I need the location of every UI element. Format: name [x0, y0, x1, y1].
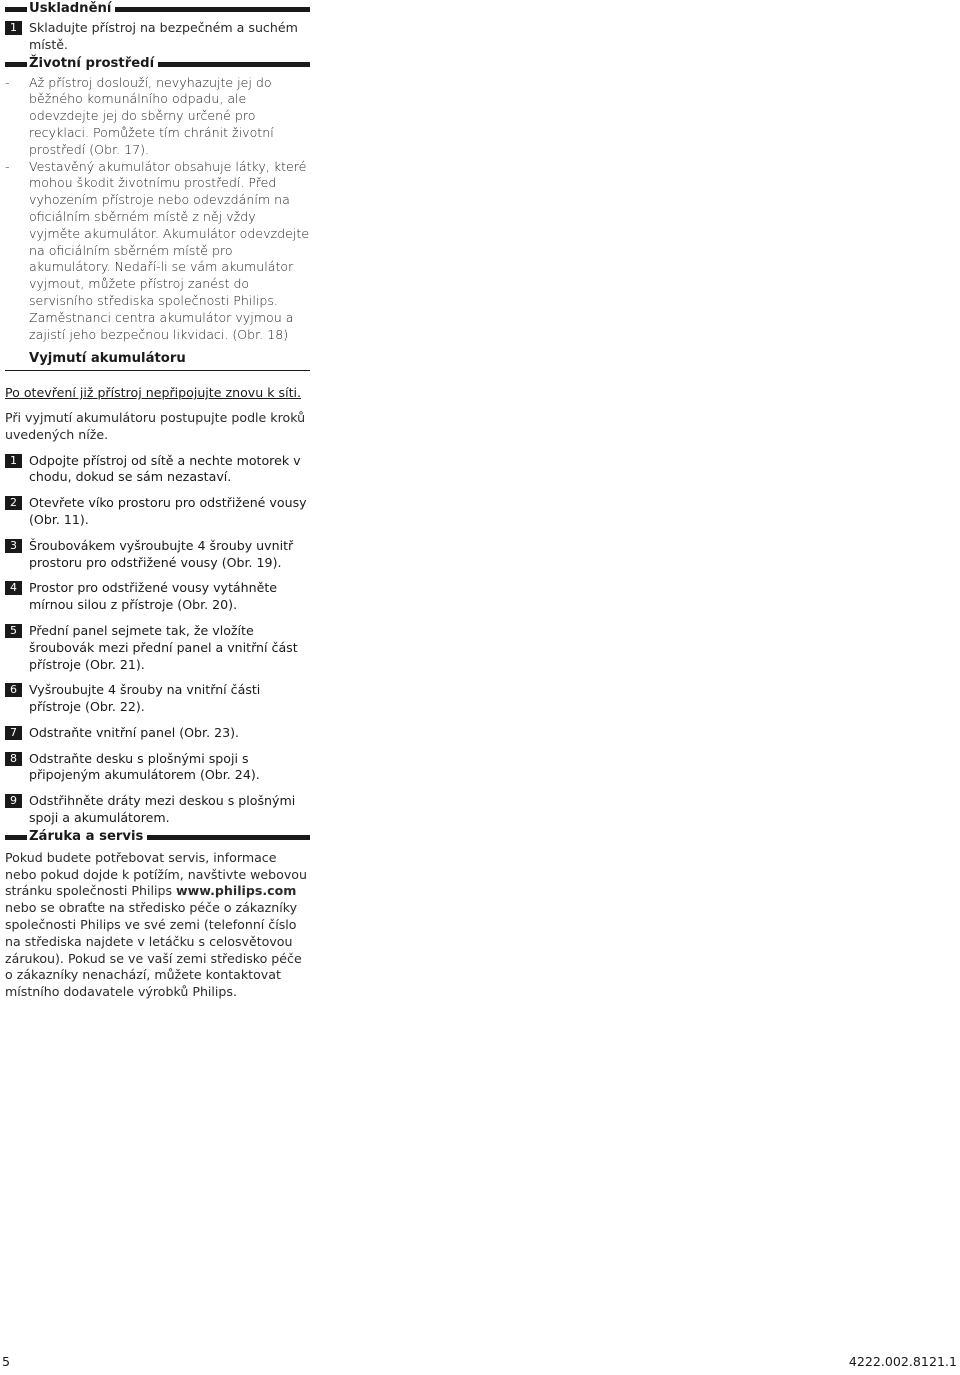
dash-marker: -	[5, 158, 10, 174]
step-text: Prostor pro odstřižené vousy vytáhněte mírnou silou z přístroje (Obr. 20).	[29, 580, 278, 613]
heading-bar-left	[5, 7, 27, 12]
section-heading-environment	[5, 56, 310, 74]
step-item	[5, 538, 310, 572]
step-item	[5, 682, 310, 716]
step-item	[5, 580, 310, 614]
step-number: 3	[5, 539, 22, 553]
section-title: Životní prostředí	[29, 56, 155, 72]
step-number: 1	[5, 454, 22, 468]
step-text: Odpojte přístroj od sítě a nechte motorek v chodu, dokud se sám nezastaví.	[29, 452, 301, 485]
step-text: Odstraňte vnitřní panel (Obr. 23).	[29, 724, 240, 740]
step-text: Odstřihněte dráty mezi deskou s plošnými spoji a akumulátorem.	[29, 793, 296, 826]
step-item	[5, 725, 310, 742]
environment-bullet	[5, 159, 310, 344]
step-number: 9	[5, 794, 22, 808]
step-number: 5	[5, 624, 22, 638]
content-column	[5, 0, 310, 1001]
step-item	[5, 495, 310, 529]
heading-bar-right	[115, 7, 310, 12]
step-number: 7	[5, 726, 22, 740]
subsection-heading-battery-removal: Vyjmutí akumulátoru	[5, 351, 310, 371]
warranty-paragraph	[5, 850, 310, 1001]
step-item	[5, 453, 310, 487]
step-number: 4	[5, 581, 22, 595]
heading-bar-right	[147, 835, 310, 840]
intro-text: Při vyjmutí akumulátoru postupujte podle kroků uvedených níže.	[5, 409, 306, 442]
step-text: Odstraňte desku s plošnými spoji s připojeným akumulátorem (Obr. 24).	[29, 750, 260, 783]
philips-website-link[interactable]: www.philips.com	[176, 883, 297, 899]
warranty-text-after: nebo se obraťte na středisko péče o zákazníky společnosti Philips ve své zemi (telefonní číslo na střediska najdete v letáčku s celosvětovou zárukou). Pokud se ve vaší zemi středisko péče o zákazníky nenachází, můžete kontaktovat místního dodavatele výrobků Philips.	[5, 900, 302, 1000]
storage-item	[5, 20, 310, 54]
section-heading-storage	[5, 0, 310, 18]
dash-marker: -	[5, 74, 10, 90]
step-text: Skladujte přístroj na bezpečném a suchém místě.	[29, 20, 298, 52]
step-item	[5, 623, 310, 673]
step-text: Šroubovákem vyšroubujte 4 šrouby uvnitř prostoru pro odstřižené vousy (Obr. 19).	[29, 537, 294, 570]
bullet-text: Až přístroj doslouží, nevyhazujte jej do běžného komunálního odpadu, ale odevzdejte jej do sběrny určené pro recyklaci. Pomůžete tím chránit životní prostředí (Obr. 17).	[29, 74, 274, 157]
heading-bar-right	[158, 62, 310, 67]
section-heading-warranty	[5, 829, 310, 847]
heading-bar-left	[5, 62, 27, 67]
step-item	[5, 793, 310, 827]
step-text: Přední panel sejmete tak, že vložíte šroubovák mezi přední panel a vnitřní část přístroje (Obr. 21).	[29, 622, 298, 672]
environment-bullet	[5, 75, 310, 159]
step-number: 8	[5, 752, 22, 766]
step-number: 2	[5, 496, 22, 510]
step-item	[5, 751, 310, 785]
bullet-text: Vestavěný akumulátor obsahuje látky, které mohou škodit životnímu prostředí. Před vyhozením přístroje nebo odevzdáním na oficiálním sběrném místě z něj vždy vyjměte akumulátor. Akumulátor odevzdejte na oficiálním sběrném místě pro akumulátory. Nedaří-li se vám akumulátor vyjmout, můžete přístroj zanést do servisního střediska společnosti Philips. Zaměstnanci centra akumulátor vyjmou a zajistí jeho bezpečnou likvidaci. (Obr. 18)	[29, 158, 310, 342]
step-number: 1	[5, 21, 22, 35]
section-title: Záruka a servis	[29, 829, 144, 845]
warranty-text-before: Pokud budete potřebovat servis, informace nebo pokud dojde k potížím, navštivte webovou stránku společnosti Philips	[5, 849, 307, 899]
step-text: Vyšroubujte 4 šrouby na vnitřní části přístroje (Obr. 22).	[29, 682, 261, 715]
page-number: 5	[2, 1354, 11, 1369]
section-title: Uskladnění	[29, 0, 112, 16]
step-text: Otevřete víko prostoru pro odstřižené vousy (Obr. 11).	[29, 495, 307, 527]
warning-text: Po otevření již přístroj nepřipojujte znovu k síti.	[5, 385, 302, 401]
step-number: 6	[5, 683, 22, 697]
document-code: 4222.002.8121.1	[848, 1354, 957, 1369]
heading-bar-left	[5, 835, 27, 840]
